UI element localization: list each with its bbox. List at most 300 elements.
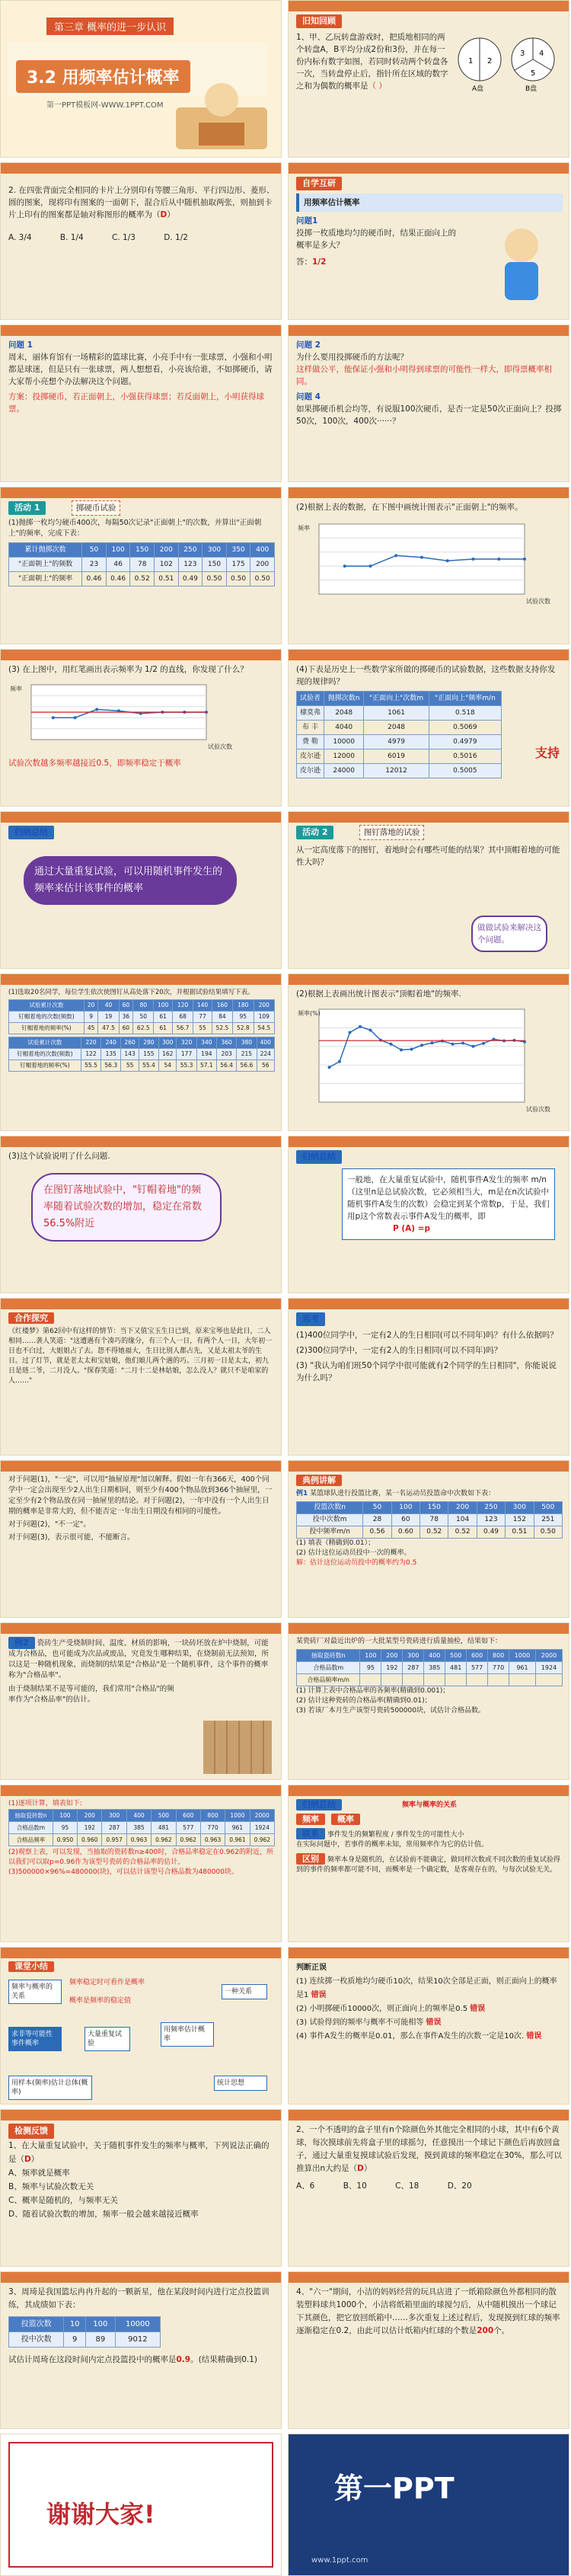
activity-question: 从一定高度落下的图钉，着地时会有哪些可能的结果？其中顶帽着地的可能性大吗？ [296, 845, 560, 867]
table-cell [403, 1674, 424, 1686]
table-cell: 61 [154, 1023, 172, 1034]
top-bar [289, 487, 569, 498]
table-cell: 12000 [324, 749, 363, 764]
table-cell: 155 [139, 1049, 158, 1060]
table-cell [509, 1674, 536, 1686]
table-cell: 1924 [535, 1662, 562, 1674]
example-q1: (1) 填表（精确到0.01）； [296, 1539, 375, 1547]
slide-pin-table[interactable] [0, 973, 282, 1131]
table-cell: 400 [257, 1037, 275, 1049]
table-cell: 抛掷次数n [324, 692, 363, 706]
table-cell [381, 1674, 403, 1686]
table-cell: 钉帽着地的次数(频数) [9, 1012, 85, 1023]
table-cell: 50 [133, 1012, 154, 1023]
tile-image [203, 1721, 272, 1774]
table-cell: 1000 [509, 1650, 536, 1662]
table-cell: 260 [121, 1037, 139, 1049]
slide-cover[interactable] [0, 0, 282, 158]
check-option-c[interactable]: C、概率是随机的，与频率无关 [8, 2196, 118, 2205]
table-cell: 0.50 [203, 572, 227, 586]
problem-label-2: 问题 4 [296, 392, 321, 401]
table-cell: 961 [509, 1662, 536, 1674]
summary-box: 通过大量重复试验，可以用随机事件发生的频率来估计该事件的概率 [24, 856, 237, 905]
dial-b-num-1: 3 [520, 50, 525, 58]
table-cell: 300 [102, 1810, 126, 1822]
example-text: 例1 某篮球队进行投篮比赛，某一名运动员投篮命中次数如下表： [296, 1490, 496, 1497]
conclusion-box: 在图钉落地试验中，"钉帽着地"的频率随着试验次数的增加，稳定在常数56.5%附近 [31, 1173, 222, 1242]
history-question: (4)下表是历史上一些数学家所做的掷硬币的试验数据，这些数据支持你发现的规律吗？ [296, 665, 556, 686]
table-cell: "正面朝上"的频数 [9, 558, 82, 572]
slide-chart-coin[interactable] [288, 487, 569, 644]
table-cell: 47.5 [98, 1023, 119, 1034]
table-cell: 52.8 [233, 1023, 254, 1034]
table-cell: 385 [126, 1822, 151, 1834]
table-cell: 1924 [250, 1822, 274, 1834]
table-cell: 40 [98, 1000, 119, 1012]
top-bar [1, 650, 281, 660]
table-cell: 试验累计次数 [9, 1000, 85, 1012]
slide-check-2[interactable] [288, 2109, 569, 2267]
option-b[interactable]: B. 1/4 [59, 233, 84, 242]
table-cell: 350 [226, 543, 250, 558]
check-tag: 检测反馈 [8, 2124, 54, 2139]
table-cell: 280 [139, 1037, 158, 1049]
tile-table [296, 1649, 563, 1686]
think-q2: (2)300位同学中，一定有2人的生日相同(可以不同年)吗？ [296, 1346, 502, 1355]
class-summary-tag: 课堂小结 [8, 1961, 54, 1972]
slide-activity-2[interactable] [288, 811, 569, 969]
option-c[interactable]: C. 1/3 [112, 233, 136, 242]
summary-note-2: 概率是频率的稳定值 [69, 1997, 132, 2005]
table-cell: 累计抛掷次数 [9, 543, 82, 558]
table-cell: 95 [360, 1662, 381, 1674]
x-axis-label: 试验次数 [526, 1106, 550, 1113]
dial-b-num-3: 5 [531, 69, 536, 78]
table-cell: 0.4979 [429, 735, 501, 749]
table-cell: 203 [216, 1049, 236, 1060]
relation-frequency: 频率 [296, 1814, 325, 1825]
coin-frequency-chart [296, 516, 555, 608]
top-bar [289, 1948, 569, 1958]
table-cell: 试验者 [297, 692, 324, 706]
table-cell: 10 [64, 2317, 86, 2332]
problem-block: 问题1 投掷一枚质地均匀的硬币时，结果正面向上的概率是多大？ [296, 216, 456, 250]
table-cell: 123 [477, 1514, 505, 1526]
table-cell: 钉帽着地的次数(频数) [9, 1049, 81, 1060]
chapter-label: 第三章 概率的进一步认识 [46, 18, 174, 35]
dial-b-num-2: 4 [539, 50, 544, 58]
option-a[interactable]: A、6 [296, 2181, 315, 2191]
table-cell: 770 [200, 1822, 225, 1834]
slide-example-2[interactable] [0, 1622, 282, 1780]
answer-2: 对于问题(2)，"不一定"。 [8, 1520, 91, 1529]
experiment-box: 图钉落地的试验 [359, 825, 425, 840]
top-bar [289, 1299, 569, 1309]
table-cell: 56 [257, 1060, 275, 1072]
tile-q3: (3) 若该厂本月生产该型号瓷砖500000块，试估计合格品数。 [296, 1707, 485, 1715]
slide-summary-2[interactable] [288, 1136, 569, 1293]
tf-item-3: (3) 试验得到的频率与概率不可能相等 错误 [296, 2018, 442, 2027]
cooperation-tag: 合作探究 [8, 1312, 54, 1324]
table-cell: 合格品频率m/n [297, 1674, 360, 1686]
data-point [420, 556, 423, 559]
table-cell: 0.49 [178, 572, 203, 586]
tile-answer-2: (2)观察上表，可以发现，当抽取的瓷砖数n≥400时，合格品率稳定在0.962的附近，所以我们可以取p=0.96作为该型号瓷砖的合格品率的估计。 [8, 1849, 273, 1866]
section-heading: 用频率估计概率 [296, 193, 563, 212]
top-bar [289, 1461, 569, 1472]
table-cell: 100 [53, 1810, 77, 1822]
table-cell: 投中频率m/n [297, 1526, 363, 1539]
slide-check-1[interactable] [0, 2109, 282, 2267]
brand-panel [289, 2434, 569, 2575]
summary-node-relation: 频率与概率的关系 [8, 1980, 62, 2004]
table-cell: 100 [85, 2317, 115, 2332]
data-point [523, 558, 526, 561]
slide-tile-table[interactable] [288, 1622, 569, 1780]
table-cell: 2000 [250, 1810, 274, 1822]
slide-review-1[interactable] [288, 0, 569, 158]
table-cell: 177 [177, 1049, 196, 1060]
table-cell: 180 [233, 1000, 254, 1012]
slide-check-3[interactable] [0, 2271, 282, 2429]
table-cell: 57.1 [196, 1060, 216, 1072]
question-text: 2. 在四张背面完全相同的卡片上分别印有等腰三角形、平行四边形、菱形、圆的图案，现将印有图案的一面朝下，混合后从中随机抽取两张，则抽到卡片上印有的图案都是轴对称图形的概率为（D） [8, 186, 275, 219]
slide-thanks[interactable] [0, 2434, 282, 2576]
data-point [369, 1028, 372, 1031]
table-cell: 215 [237, 1049, 257, 1060]
table-cell: 320 [177, 1037, 196, 1049]
check-options [296, 2180, 563, 2193]
table-cell: 0.961 [225, 1834, 250, 1846]
problem-label: 问题 2 [296, 340, 321, 350]
table-cell: 0.46 [82, 572, 107, 586]
basketball-table [8, 2316, 161, 2347]
problem-answer: 这样做公平，能保证小强和小明得到球票的可能性一样大，即得票概率相同。 [296, 365, 552, 386]
table-cell: 500 [445, 1650, 467, 1662]
review-tag: 旧知回顾 [296, 14, 342, 28]
brand-logo: 第一PPT [334, 2472, 455, 2505]
check-option-b[interactable]: B、频率与试验次数无关 [8, 2182, 94, 2191]
slide-class-summary[interactable] [0, 1947, 282, 2105]
dial-b-label: B盘 [525, 85, 538, 93]
slide-summary-1[interactable] [0, 811, 282, 969]
table-cell: 800 [200, 1810, 225, 1822]
dial-a-num-1: 1 [468, 57, 474, 66]
table-cell: 770 [488, 1662, 509, 1674]
table-cell: 19 [98, 1012, 119, 1023]
slide-think[interactable] [288, 1298, 569, 1456]
table-cell: 55 [121, 1060, 139, 1072]
data-point [369, 564, 372, 567]
option-d[interactable]: D、20 [447, 2181, 472, 2191]
table-cell: 2048 [324, 706, 363, 721]
table-cell: 50 [82, 543, 107, 558]
question-text: 1、甲、乙玩转盘游戏时，把质地相同的两个转盘A，B平均分成2份和3份，并在每一份内标有数字如图，若同时转动两个转盘各一次，当转盘停止后，指针所在区域的数字之和为偶数的概率是（ ） [296, 33, 448, 91]
table-cell: 95 [53, 1822, 77, 1834]
table-cell: 皮尔逊 [297, 749, 324, 764]
slide-activity-1[interactable] [0, 487, 282, 644]
shooting-table [296, 1501, 563, 1539]
slide-problem-1[interactable] [0, 324, 282, 482]
data-point [328, 1066, 331, 1069]
activity-intro: (1)抛掷一枚均匀硬币400次，每隔50次记录"正面朝上"的次数，并算出"正面朝上"的频率，完成下表： [8, 519, 262, 538]
table-cell: 0.5005 [429, 764, 501, 778]
data-point [420, 1044, 423, 1047]
top-bar [1, 1299, 281, 1309]
slide-check-4[interactable] [288, 2271, 569, 2429]
table-cell: 120 [172, 1000, 193, 1012]
problem-label: 问题 1 [8, 340, 33, 350]
table-cell: 0.51 [155, 572, 179, 586]
experiment-box: 掷硬币试验 [72, 500, 121, 516]
top-bar [289, 974, 569, 985]
table-cell: 78 [130, 558, 155, 572]
table-cell: 0.51 [506, 1526, 534, 1539]
table-cell: 95 [233, 1012, 254, 1023]
table-cell: 224 [257, 1049, 275, 1060]
table-cell: 54 [159, 1060, 177, 1072]
slide-brand[interactable] [288, 2434, 569, 2576]
data-point [95, 708, 98, 711]
table-cell: 0.960 [78, 1834, 102, 1846]
cover-title: 3.2 用频率估计概率 [16, 60, 190, 93]
summary-node-nonequal: 求非等可能性事件概率 [8, 2027, 62, 2051]
data-point [349, 1031, 352, 1034]
table-cell: 481 [445, 1662, 467, 1674]
top-bar [1, 2110, 281, 2121]
think-q1: (1)400位同学中，一定有2人的生日相同(可以不同年)吗？有什么依据吗？ [296, 1331, 558, 1340]
table-cell: 200 [250, 558, 275, 572]
table-cell: 61 [154, 1012, 172, 1023]
table-cell: 240 [101, 1037, 121, 1049]
table-cell: 200 [155, 543, 179, 558]
slide-cooperation[interactable] [0, 1298, 282, 1456]
table-cell: 194 [196, 1049, 216, 1060]
top-bar [289, 1623, 569, 1634]
option-a[interactable]: A. 3/4 [8, 233, 32, 242]
option-d[interactable]: D. 1/2 [164, 233, 188, 242]
slide-relation[interactable] [288, 1785, 569, 1942]
table-cell: 200 [78, 1810, 102, 1822]
table-cell [467, 1674, 488, 1686]
table-cell: 9 [84, 1012, 97, 1023]
table-cell: 28 [363, 1514, 391, 1526]
slide-pin-chart[interactable] [288, 973, 569, 1131]
table-cell: 0.963 [126, 1834, 151, 1846]
table-cell: 10000 [324, 735, 363, 749]
cover-site: 第一PPT模板网-WWW.1PPT.COM [46, 101, 164, 110]
table-cell: 577 [176, 1822, 200, 1834]
table-cell: 费 勒 [297, 735, 324, 749]
thanks-text: 谢谢大家! [46, 2500, 155, 2529]
data-point [52, 716, 55, 719]
slide-problem-2[interactable] [288, 324, 569, 482]
table-cell: "正面朝上"的频率 [9, 572, 82, 586]
slide-history-table[interactable] [288, 649, 569, 807]
relation-title: 频率与概率的关系 [401, 1801, 457, 1809]
table-cell: 0.46 [106, 572, 130, 586]
summary-node-sample: 用样本(频率)估计总体(概率) [8, 2076, 92, 2100]
pin-frequency-chart [296, 1002, 555, 1116]
table-cell: 577 [467, 1662, 488, 1674]
table-cell: 投篮次数 [9, 2317, 64, 2332]
table-cell: 380 [237, 1037, 257, 1049]
data-point [431, 1041, 434, 1044]
table-cell: 0.49 [477, 1526, 505, 1539]
think-tag: 思考 [296, 1312, 325, 1326]
table-cell: 143 [121, 1049, 139, 1060]
problem-text: 周末，丽体育馆有一场精彩的篮球比赛，小亮手中有一张球票，小强和小明都是球迷，但是只有一张球票，两人想想看，小亮该给谁，不如掷硬币，请大家帮小亮想个办法解决这个问题。 [8, 353, 273, 386]
table-cell: 100 [106, 543, 130, 558]
data-point [343, 564, 346, 567]
data-point [451, 1043, 455, 1046]
top-bar [1, 2272, 281, 2283]
example-tag: 典例讲解 [296, 1475, 342, 1486]
top-bar [289, 2110, 569, 2121]
check-question: 2、一个不透明的盒子里有n个除颜色外其他完全相同的小球，其中有6个黄球，每次摸球前先将盒子里的球摇匀，任意摸出一个球记下颜色后再放回盒子，通过大量重复摸球试验后发现，摸到黄球的频率稳定在30%，那么可以推算出n大约是（D） [296, 2125, 562, 2173]
table-cell: "正面向上"频率m/n [429, 692, 501, 706]
check-question: 3、周琦是我国篮坛冉冉升起的一颗新星，他在某段时间内进行定点投篮训练，其成绩如下表： [8, 2287, 270, 2309]
answer-1: 对于问题(1)，"一定"，可以用"抽屉原理"加以解释。假如一年有366天，400个同学中一定会出现至少2人出生日期相同，则至少有400个物品放到366个抽屉里，一定至少有2个物品放在同一抽屉里的结论。对于问题(2)，一年中没有一个人出生日期的概率是非常大的，但不能否定一年出生日期没有相同的可能性。 [8, 1475, 273, 1516]
relation-row [296, 1814, 563, 1825]
slide-example-1[interactable] [288, 1460, 569, 1618]
slide-birthday-answer[interactable] [0, 1460, 282, 1618]
table-cell: 皮尔逊 [297, 764, 324, 778]
table-cell: 50 [363, 1502, 391, 1514]
coin-table [8, 542, 275, 586]
table-cell: 104 [448, 1514, 477, 1526]
table-cell: 300 [203, 543, 227, 558]
table-cell: 300 [403, 1650, 424, 1662]
table-cell: 109 [254, 1012, 274, 1023]
table-cell: 56.3 [101, 1060, 121, 1072]
table-cell: 0.50 [226, 572, 250, 586]
table-cell: 68 [172, 1012, 193, 1023]
table-cell: 500 [152, 1810, 176, 1822]
option-c[interactable]: C、18 [395, 2181, 419, 2191]
table-cell: 0.56 [363, 1526, 391, 1539]
table-cell: 100 [154, 1000, 172, 1012]
top-bar [1, 1623, 281, 1634]
finding-text: 试验次数越多频率越接近0.5，即频率稳定于概率 [8, 759, 181, 768]
slide-pin-conclusion[interactable] [0, 1136, 282, 1293]
table-cell: 合格品数m [297, 1662, 360, 1674]
example-q2: (2) 估计这位运动员投中一次的概率。 [296, 1549, 411, 1557]
top-bar [1, 1136, 281, 1147]
x-axis-label: 试验次数 [208, 743, 232, 750]
data-point [400, 1048, 403, 1051]
table-cell: 400 [424, 1650, 445, 1662]
slide-self-study[interactable] [288, 162, 569, 320]
summary-note-1: 频率稳定时可看作是概率 [69, 1979, 145, 1986]
example-text-2: 由于烧制结果不是等可能的，我们常用"合格品"的频率作为"合格品率"的估计。 [8, 1685, 174, 1704]
problem-text-2: 如果掷硬币机会均等，有说服100次硬币，是否一定是50次正面向上？投掷50次，100次，400次······？ [296, 404, 562, 426]
check-answer-line: 试估计周琦在这段时间内定点投篮投中的概率是0.9。(结果精确到0.1) [8, 2355, 258, 2364]
table-cell: 0.60 [391, 1526, 419, 1539]
slide-review-2[interactable] [0, 162, 282, 320]
table-cell: 布 丰 [297, 721, 324, 735]
top-bar [289, 163, 569, 174]
table-cell: 钉帽着地的频率(%) [9, 1023, 85, 1034]
relation-diff: 区别 频率本身是随机的，在试验前不能确定，做同样次数或不同次数的重复试验得到的事件的频率都可能不同，而概率是一个确定数，是客观存在的，与每次试验无关。 [296, 1854, 560, 1874]
table-cell [424, 1674, 445, 1686]
table-cell: 0.52 [448, 1526, 477, 1539]
summary-node-estimate: 用频率估计概率 [161, 2022, 214, 2047]
table-cell: 4040 [324, 721, 363, 735]
table-cell: 55 [193, 1023, 212, 1034]
table-cell: 2048 [364, 721, 429, 735]
table-cell: 150 [420, 1502, 448, 1514]
relation-link-2: 在实际问题中，若事件的概率未知，常用频率作为它的估计值。 [296, 1841, 489, 1849]
table-cell: 250 [178, 543, 203, 558]
table-cell: 800 [488, 1650, 509, 1662]
check-option-d[interactable]: D、随着试验次数的增加，频率一般会越来越接近概率 [8, 2210, 199, 2219]
table-cell: 合格品频率 [9, 1834, 53, 1846]
table-cell: 投中次数 [9, 2332, 64, 2347]
pin-chart-question: (2)根据上表画出统计图表示"顶帽着地"的频率. [296, 989, 461, 999]
chart-question: (3) 在上图中，用红笔画出表示频率为 1/2 的直线，你发现了什么？ [8, 665, 248, 674]
table-cell: 122 [81, 1049, 100, 1060]
data-point [497, 558, 500, 561]
slide-true-false[interactable] [288, 1947, 569, 2105]
table-cell: 0.5016 [429, 749, 501, 764]
table-cell: 140 [193, 1000, 212, 1012]
table-cell: 棣莫弗 [297, 706, 324, 721]
tile-intro: 某瓷砖厂对最近出炉的一大批某型号瓷砖进行质量抽检，结果如下： [296, 1638, 502, 1645]
slide-tile-answer[interactable] [0, 1785, 282, 1942]
table-cell [445, 1674, 467, 1686]
top-bar [289, 2272, 569, 2283]
plan-text: 方案：投掷硬币，若正面朝上，小强获得球票；若反面朝上，小明获得球票。 [8, 392, 264, 414]
table-cell: 481 [152, 1822, 176, 1834]
problem-text: 为什么要用投掷硬币的方法呢？ [296, 353, 408, 362]
top-bar [289, 650, 569, 660]
plot-area [319, 1009, 525, 1102]
summary-node-statistics: 统计思想 [214, 2076, 267, 2091]
table-cell: 0.957 [102, 1834, 126, 1846]
check-option-a[interactable]: A、频率就是概率 [8, 2169, 70, 2178]
data-point [394, 554, 397, 557]
slide-chart-red-line[interactable] [0, 649, 282, 807]
data-point [441, 1040, 444, 1043]
tile-answer-3: (3)500000×96%=480000(块)，可以估计该型号合格品数为480000块。 [8, 1868, 238, 1876]
table-cell: 24000 [324, 764, 363, 778]
table-cell: 55.3 [177, 1060, 196, 1072]
relation-link: 联系 事件发生的频繁程度 / 事件发生的可能性大小 [296, 1828, 563, 1840]
table-cell: 20 [84, 1000, 97, 1012]
table-cell: 162 [159, 1049, 177, 1060]
table-cell: 192 [381, 1662, 403, 1674]
check-question: 4、"六一"期间，小洁的妈妈经营的玩具店进了一纸箱除颜色外都相同的散装塑料球共1000个，小洁将纸箱里面的球搅匀后，从中随机摸出一个球记下其颜色，把它放回纸箱中……多次重复上述过程后，发现摸到红球的频率逐渐稳定在0.2，由此可以估计纸箱内红球的个数是200个。 [296, 2287, 560, 2335]
table-cell: 78 [420, 1514, 448, 1526]
table-cell: 52.5 [212, 1023, 232, 1034]
table-cell: 9012 [115, 2332, 160, 2347]
table-cell: 23 [82, 558, 107, 572]
brand-url[interactable]: www.1ppt.com [311, 2556, 368, 2565]
top-bar [1, 974, 281, 985]
tf-item-1: (1) 连续掷一枚质地均匀硬币10次，结果10次全部是正面，则正面向上的概率是1 错误 [296, 1977, 557, 1999]
x-axis-label: 试验次数 [526, 598, 550, 605]
table-cell: 0.52 [420, 1526, 448, 1539]
tf-item-2: (2) 小明掷硬币10000次，则正面向上的频率是0.5 错误 [296, 2005, 486, 2013]
table-cell: 251 [534, 1514, 562, 1526]
top-bar [289, 325, 569, 336]
table-cell: 钉帽着地的频率(%) [9, 1060, 81, 1072]
table-cell: 54.5 [254, 1023, 274, 1034]
tile-q1: (1) 计算上表中合格品率的各频率(精确到0.001)； [296, 1687, 450, 1695]
option-b[interactable]: B、10 [343, 2181, 367, 2191]
table-cell: 150 [130, 543, 155, 558]
